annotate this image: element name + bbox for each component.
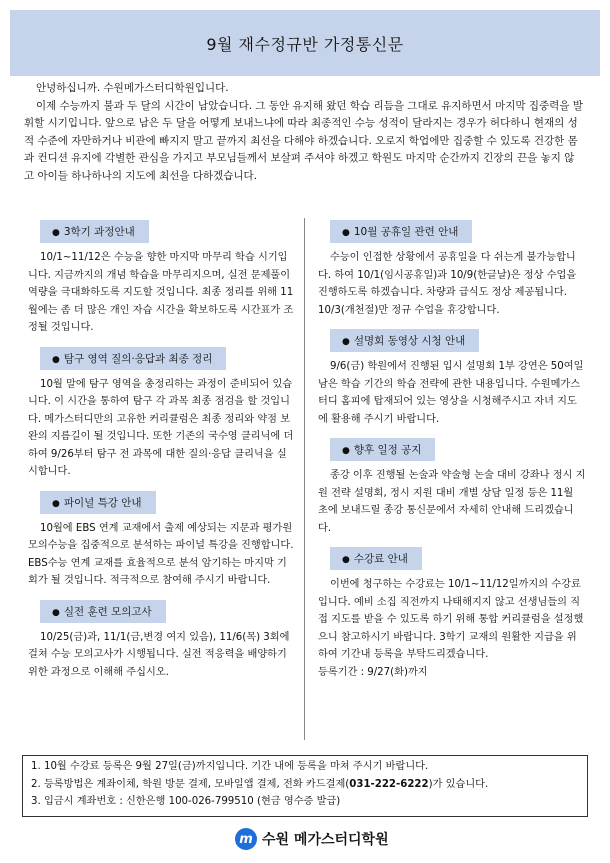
bullet-icon: ●: [52, 354, 60, 365]
section-text: 10월에 EBS 연계 교재에서 출제 예상되는 지문과 평가원 모의수능을 집중적으로 분석하는 파이널 특강을 진행합니다. EBS수능 연계 교재를 효율적으로 분석 암기하는 마지막 기회가 될 것입니다. 적극적으로 참여해 주시기 바랍니다.: [28, 522, 294, 586]
section-title: 파이널 특강 안내: [63, 496, 142, 509]
section-heading: [40, 491, 156, 514]
column-divider: [304, 218, 305, 740]
section-tuition: [312, 547, 590, 681]
section-heading: [40, 220, 149, 243]
section-text: 10월 말에 탐구 영역을 총정리하는 과정이 준비되어 있습니다. 이 시간을 통하여 탐구 각 과목 최종 점검을 할 것입니다. 메가스터디만의 고유한 커리큘럼은 최종 정리와 약점 보완의 지름길이 될 것입니다. 또한 기존의 국수영 클리닉에 더하여 9/26부터 탐구 전 과목에 대한 질의·응답 클리닉을 실시합니다.: [28, 378, 294, 477]
section-body: [22, 376, 300, 481]
section-body: [22, 249, 300, 337]
intro-block: [24, 80, 584, 186]
notice-line-1: 1. 10월 수강료 등록은 9월 27일(금)까지입니다. 기간 내에 등록을 마쳐 주시기 바랍니다.: [31, 761, 429, 772]
notice-line-2-text: 2. 등록방법은 계좌이체, 학원 방문 결제, 모바일앱 결제, 전화 카드결제(: [31, 778, 350, 790]
section-text: 10/25(금)과, 11/1(금,변경 여지 있음), 11/6(목) 3회에 걸쳐 수능 모의고사가 시행됩니다. 실전 적응력을 배양하기 위한 과정으로 이해해 주십시오.: [28, 631, 290, 678]
bullet-icon: ●: [342, 446, 350, 456]
bullet-icon: ●: [52, 498, 60, 509]
section-text: 9/6(금) 학원에서 진행된 입시 설명회 1부 강연은 50여일 남은 학습 기간의 학습 전략에 관한 내용입니다. 수원메가스터디 홈피에 탑재되어 있는 영상을 시청해주시고 자녀 지도에 활용해 주시기 바랍니다.: [318, 361, 584, 425]
section-title: 3학기 과정안내: [63, 226, 135, 238]
section-text: 10/1~11/12은 수능을 향한 마지막 마무리 학습 시기입니다. 지금까지의 개념 학습을 마무리지으며, 실전 문제풀이 역량을 극대화하도록 지도할 것입니다. 최종 정리를 위해 11월에는 좀 더 많은 개인 자습 시간을 확보하도록 시간표가 조정될 것입니다.: [28, 252, 294, 333]
section-text: 종강 이후 진행될 논술과 약술형 논술 대비 강좌나 정시 지원 전략 설명회, 정시 지원 대비 개별 상담 일정 등은 11월 초에 보내드릴 종강 통신문에서 자세히 안내해 드리겠습니다.: [318, 470, 586, 534]
section-heading: [330, 438, 435, 461]
academy-name: 수원 메가스터디학원: [262, 832, 389, 848]
section-title: 10월 공휴일 관련 안내: [353, 226, 459, 238]
intro-greeting: 안녕하십니까. 수원메가스터디학원입니다.: [36, 82, 229, 94]
bullet-icon: ●: [52, 607, 60, 618]
section-title: 설명회 동영상 시청 안내: [353, 335, 466, 347]
notice-line-2: [31, 776, 587, 794]
section-heading: [330, 220, 472, 243]
academy-logo: [235, 828, 389, 850]
section-heading: [330, 329, 479, 352]
phone-number: 031-222-6222: [349, 778, 429, 790]
section-holiday: [312, 220, 590, 319]
section-semester3: [22, 220, 300, 337]
section-final-lecture: [22, 491, 300, 590]
section-title: 향후 일정 공지: [353, 444, 422, 456]
section-heading: [40, 347, 226, 370]
section-body: [22, 629, 300, 682]
registration-period: 등록기간 : 9/27(화)까지: [318, 666, 428, 678]
section-title: 탐구 영역 질의·응답과 최종 정리: [63, 352, 213, 365]
section-text: 수능이 인접한 상황에서 공휴일을 다 쉬는게 불가능합니다. 하여 10/1(임시공휴일)과 10/9(한글날)은 정상 수업을 진행하도록 하겠습니다. 차량과 급식도 정상 제공됩니다. 10/3(개천절)만 정규 수업을 휴강합니다.: [318, 252, 577, 316]
section-video: [312, 329, 590, 428]
right-column: [312, 220, 590, 691]
intro-body: 이제 수능까지 불과 두 달의 시간이 남았습니다. 그 동안 유지해 왔던 학습 리듬을 그대로 유지하면서 마지막 집중력을 발휘할 시기입니다. 앞으로 남은 두 달을 어떻게 보내느냐에 따라 최종적인 수능 성적이 달라지는 경우가 허다하니 현재의 성적 수준에 자만하거나 비관에 빠지지 말고 끝까지 최선을 다해야 하겠습니다. 오로지 학업에만 집중할 수 있도록 건강한 몸과 컨디션 유지에 각별한 관심을 가지고 부모님들께서 보살펴 주셔야 하겠고 학원도 마지막 순간까지 긴장의 끈을 놓지 않고 아이들 하나하나의 지도에 최선을 다하겠습니다.: [24, 99, 583, 182]
notice-line-2-suffix: )가 있습니다.: [428, 778, 489, 790]
section-body: [312, 358, 590, 428]
section-heading: [330, 547, 422, 570]
section-heading: [40, 600, 166, 623]
section-text: 이번에 청구하는 수강료는 10/1~11/12일까지의 수강료입니다. 예비 소집 직전까지 나태해지지 않고 선생님들의 직접 지도를 받을 수 있도록 하기 위해 통합 커리큘럼을 설정했으니 참고하시기 바랍니다. 3학기 교재의 원활한 지급을 위하여 기간내 등록을 부탁드리겠습니다.: [318, 579, 584, 660]
registration-notice-box: [22, 755, 588, 817]
bullet-icon: ●: [342, 555, 350, 565]
bullet-icon: ●: [52, 228, 60, 238]
section-body: [312, 576, 590, 681]
left-column: [22, 220, 300, 691]
section-inquiry: [22, 347, 300, 481]
page-title: 9월 재수정규반 가정통신문: [206, 34, 404, 54]
section-title: 수강료 안내: [353, 553, 408, 565]
logo-mark-icon: m: [235, 828, 257, 850]
section-body: [312, 249, 590, 319]
section-title: 실전 훈련 모의고사: [63, 605, 152, 618]
section-body: [22, 520, 300, 590]
bullet-icon: ●: [342, 228, 350, 238]
section-schedule: [312, 438, 590, 537]
bullet-icon: ●: [342, 337, 350, 347]
notice-line-3: 3. 입금시 계좌번호 : 신한은행 100-026-799510 (현금 영수증 발급): [31, 796, 341, 807]
newsletter-header: [10, 10, 600, 76]
section-mock-exam: [22, 600, 300, 682]
section-body: [312, 467, 590, 537]
